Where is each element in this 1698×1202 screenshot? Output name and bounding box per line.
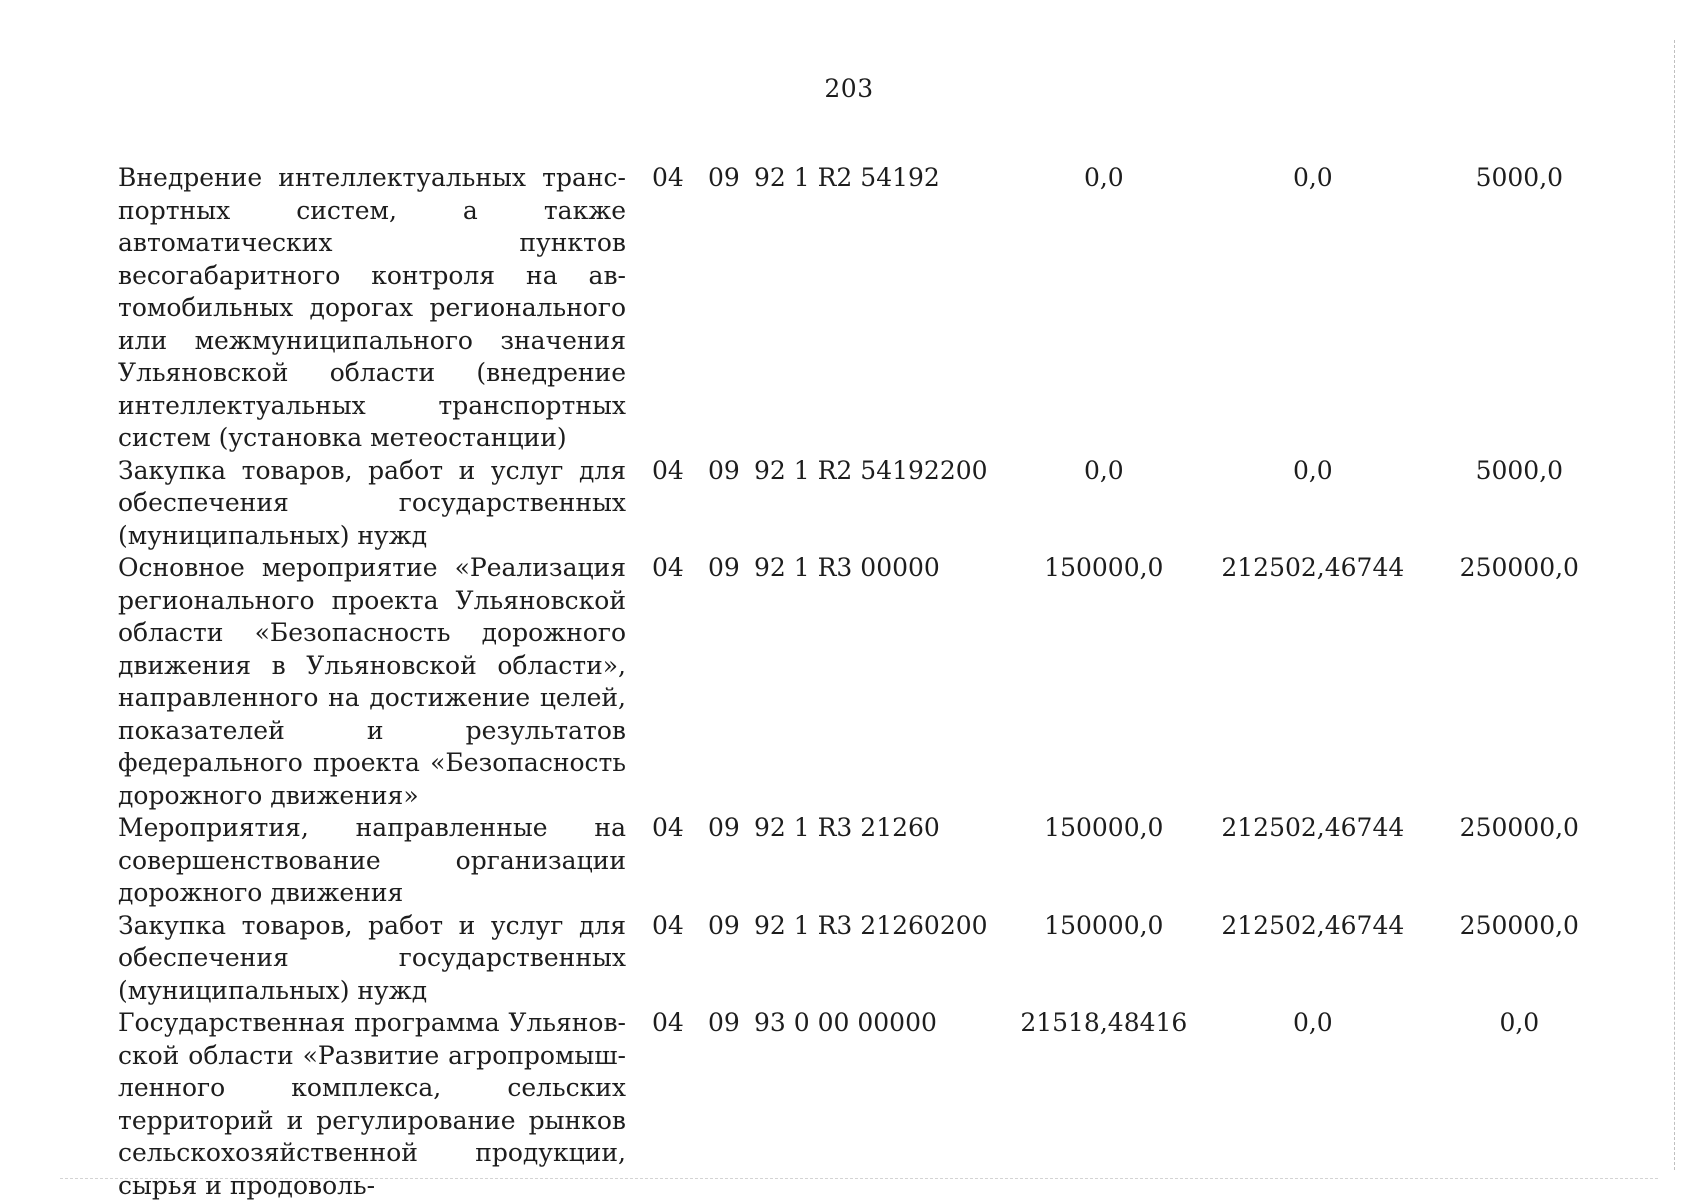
expense-type-code bbox=[940, 552, 998, 812]
row-name: Закупка товаров, работ и услуг для обеспечения государственных (муниципальных) нужд bbox=[118, 910, 626, 1005]
target-article-code: 92 1 R3 21260 bbox=[754, 910, 940, 940]
table-row bbox=[118, 812, 1623, 910]
amount-year-1: 0,0 bbox=[1083, 163, 1124, 192]
expense-type-code bbox=[940, 162, 998, 455]
expense-type-code bbox=[940, 812, 998, 910]
table-row bbox=[118, 552, 1623, 812]
row-name: Основное мероприятие «Реализация регионального проекта Ульяновской области «Безопасность дорожного движения в Ульяновской области», направленного на достижение целей, показателей и результатов федерального проекта «Безопасность дорожного движения» bbox=[118, 553, 626, 810]
target-article-code: 93 0 00 00000 bbox=[754, 1008, 937, 1037]
subsection-code: 09 bbox=[708, 813, 740, 842]
amount-year-1: 150000,0 bbox=[1044, 910, 1164, 940]
amount-year-3: 250000,0 bbox=[1459, 910, 1579, 940]
target-article-code: 92 1 R2 54192 bbox=[754, 455, 940, 485]
amount-year-1: 21518,48416 bbox=[1020, 1008, 1188, 1037]
row-name: Государственная программа Ульяновской области «Развитие агропромышленного комплекса, сельских территорий и регулирование рынков сельскохозяйственной продукции, сырья и продоволь- bbox=[118, 1008, 626, 1200]
subsection-code: 09 bbox=[708, 163, 740, 192]
amount-year-2: 0,0 bbox=[1292, 1008, 1333, 1037]
section-code: 04 bbox=[652, 455, 684, 485]
amount-year-2: 0,0 bbox=[1292, 455, 1333, 485]
budget-table bbox=[118, 162, 1623, 1202]
amount-year-3: 5000,0 bbox=[1475, 455, 1564, 485]
amount-year-2: 0,0 bbox=[1292, 163, 1333, 192]
table-row bbox=[118, 1007, 1623, 1202]
section-code: 04 bbox=[652, 910, 684, 940]
table-row bbox=[118, 162, 1623, 455]
amount-year-2: 212502,46744 bbox=[1221, 910, 1405, 940]
subsection-code: 09 bbox=[708, 455, 740, 485]
page-number: 203 bbox=[824, 74, 874, 103]
scan-bottom-line bbox=[60, 1178, 1658, 1179]
amount-year-1: 0,0 bbox=[1083, 455, 1124, 485]
amount-year-3: 250000,0 bbox=[1459, 553, 1579, 582]
amount-year-3: 5000,0 bbox=[1475, 163, 1564, 192]
amount-year-3: 0,0 bbox=[1499, 1008, 1540, 1037]
expense-type-code bbox=[940, 1007, 998, 1202]
target-article-code: 92 1 R3 21260 bbox=[754, 813, 940, 842]
section-code: 04 bbox=[652, 1008, 684, 1037]
expense-type-code: 200 bbox=[939, 910, 988, 940]
table-row bbox=[118, 455, 1623, 553]
scan-margin-line bbox=[1674, 40, 1676, 1170]
section-code: 04 bbox=[652, 163, 684, 192]
expense-type-code: 200 bbox=[939, 455, 988, 485]
section-code: 04 bbox=[652, 553, 684, 582]
row-name: Закупка товаров, работ и услуг для обеспечения государственных (муниципальных) нужд bbox=[118, 455, 626, 550]
subsection-code: 09 bbox=[708, 553, 740, 582]
table-row bbox=[118, 910, 1623, 1008]
section-code: 04 bbox=[652, 813, 684, 842]
target-article-code: 92 1 R3 00000 bbox=[754, 553, 940, 582]
amount-year-3: 250000,0 bbox=[1459, 813, 1579, 842]
amount-year-1: 150000,0 bbox=[1044, 553, 1164, 582]
subsection-code: 09 bbox=[708, 1008, 740, 1037]
row-name: Внедрение интеллектуальных транспортных систем, а также автоматических пунктов весогабаритного контроля на автомобильных дорогах регионального или межмуниципального значения Ульяновской области (внедрение интеллектуальных транспортных систем (установка метеостанции) bbox=[118, 163, 626, 452]
amount-year-2: 212502,46744 bbox=[1221, 813, 1405, 842]
amount-year-2: 212502,46744 bbox=[1221, 553, 1405, 582]
amount-year-1: 150000,0 bbox=[1044, 813, 1164, 842]
row-name: Мероприятия, направленные на совершенствование организации дорожного движения bbox=[118, 813, 626, 907]
subsection-code: 09 bbox=[708, 910, 740, 940]
target-article-code: 92 1 R2 54192 bbox=[754, 163, 940, 192]
